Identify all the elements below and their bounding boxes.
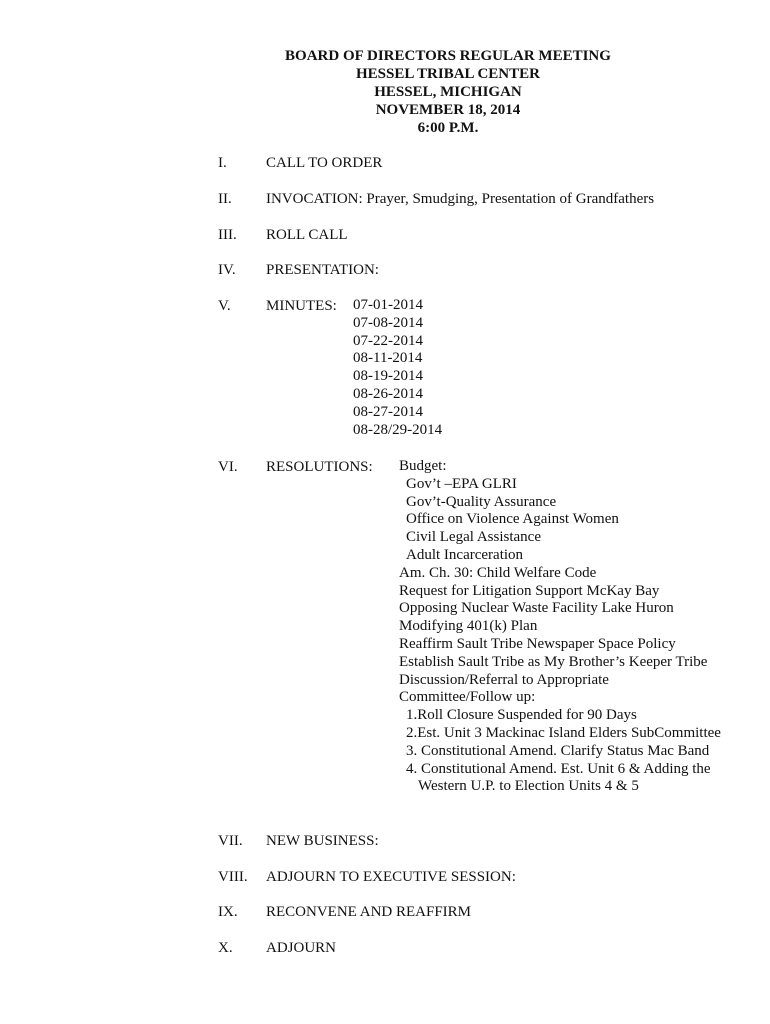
agenda-number: VIII. bbox=[218, 869, 248, 885]
header-location: HESSEL TRIBAL CENTER bbox=[356, 66, 540, 82]
agenda-label: ADJOURN TO EXECUTIVE SESSION: bbox=[266, 869, 516, 885]
agenda-label: ROLL CALL bbox=[266, 227, 348, 243]
resolution-item: Western U.P. to Election Units 4 & 5 bbox=[418, 778, 639, 795]
resolution-item: Reaffirm Sault Tribe Newspaper Space Policy bbox=[399, 635, 676, 652]
resolutions-list bbox=[399, 458, 721, 796]
resolution-item: Civil Legal Assistance bbox=[406, 529, 541, 546]
agenda-number: VI. bbox=[218, 459, 238, 475]
agenda-item-executive-session bbox=[0, 867, 770, 887]
resolution-item: Gov’t –EPA GLRI bbox=[406, 475, 517, 492]
agenda-item-call-to-order bbox=[0, 153, 770, 173]
agenda-item-invocation bbox=[0, 189, 770, 209]
resolution-item: Opposing Nuclear Waste Facility Lake Huron bbox=[399, 600, 674, 617]
resolution-item: Office on Violence Against Women bbox=[406, 511, 619, 528]
resolution-item: Modifying 401(k) Plan bbox=[399, 618, 538, 635]
agenda-number: II. bbox=[218, 191, 232, 207]
agenda-number: VII. bbox=[218, 833, 243, 849]
resolution-item: Request for Litigation Support McKay Bay bbox=[399, 582, 660, 599]
agenda-label: INVOCATION: Prayer, Smudging, Presentation of Grandfathers bbox=[266, 191, 655, 207]
agenda-label: MINUTES: bbox=[266, 298, 337, 314]
resolution-item: Budget: bbox=[399, 458, 447, 474]
minutes-date: 08-26-2014 bbox=[353, 385, 423, 402]
header-title: BOARD OF DIRECTORS REGULAR MEETING bbox=[285, 48, 611, 64]
minutes-date: 08-19-2014 bbox=[353, 368, 423, 385]
minutes-date: 08-11-2014 bbox=[353, 350, 423, 367]
agenda-number: V. bbox=[218, 298, 231, 314]
agenda-label: ADJOURN bbox=[266, 940, 337, 956]
agenda-item-new-business bbox=[0, 831, 770, 851]
agenda-number: IV. bbox=[218, 262, 236, 278]
minutes-dates-list bbox=[353, 297, 442, 439]
resolution-item: Gov’t-Quality Assurance bbox=[406, 493, 557, 510]
minutes-date: 08-27-2014 bbox=[353, 403, 423, 420]
agenda-number: III. bbox=[218, 227, 237, 243]
resolution-item: Adult Incarceration bbox=[406, 546, 524, 563]
agenda-item-presentation bbox=[0, 260, 770, 280]
meeting-header bbox=[0, 47, 770, 137]
agenda-label: RESOLUTIONS: bbox=[266, 459, 373, 475]
agenda-number: IX. bbox=[218, 904, 238, 920]
header-time: 6:00 P.M. bbox=[417, 120, 479, 136]
minutes-date: 07-08-2014 bbox=[353, 314, 423, 331]
resolution-item: 4. Constitutional Amend. Est. Unit 6 & Adding the bbox=[406, 760, 711, 777]
minutes-date: 07-01-2014 bbox=[353, 297, 423, 313]
agenda-item-roll-call bbox=[0, 225, 770, 245]
resolution-item: 1.Roll Closure Suspended for 90 Days bbox=[406, 707, 637, 724]
agenda-label: NEW BUSINESS: bbox=[266, 833, 379, 849]
agenda-label: PRESENTATION: bbox=[266, 262, 379, 278]
resolution-item: 3. Constitutional Amend. Clarify Status Mac Band bbox=[406, 742, 710, 759]
agenda-item-adjourn bbox=[0, 938, 770, 958]
agenda-label: RECONVENE AND REAFFIRM bbox=[266, 904, 472, 920]
resolution-item: Discussion/Referral to Appropriate bbox=[399, 671, 609, 688]
agenda-number: X. bbox=[218, 940, 233, 956]
agenda-label: CALL TO ORDER bbox=[266, 155, 383, 171]
resolution-item: Committee/Follow up: bbox=[399, 689, 536, 706]
resolution-item: Am. Ch. 30: Child Welfare Code bbox=[399, 564, 597, 581]
header-date: NOVEMBER 18, 2014 bbox=[375, 102, 521, 118]
resolution-item: Establish Sault Tribe as My Brother’s Keeper Tribe bbox=[399, 653, 708, 670]
minutes-date: 07-22-2014 bbox=[353, 332, 423, 349]
agenda-item-reconvene bbox=[0, 902, 770, 922]
agenda-number: I. bbox=[218, 155, 227, 171]
header-city: HESSEL, MICHIGAN bbox=[374, 84, 522, 100]
minutes-date: 08-28/29-2014 bbox=[353, 421, 443, 438]
resolution-item: 2.Est. Unit 3 Mackinac Island Elders SubCommittee bbox=[406, 724, 721, 741]
